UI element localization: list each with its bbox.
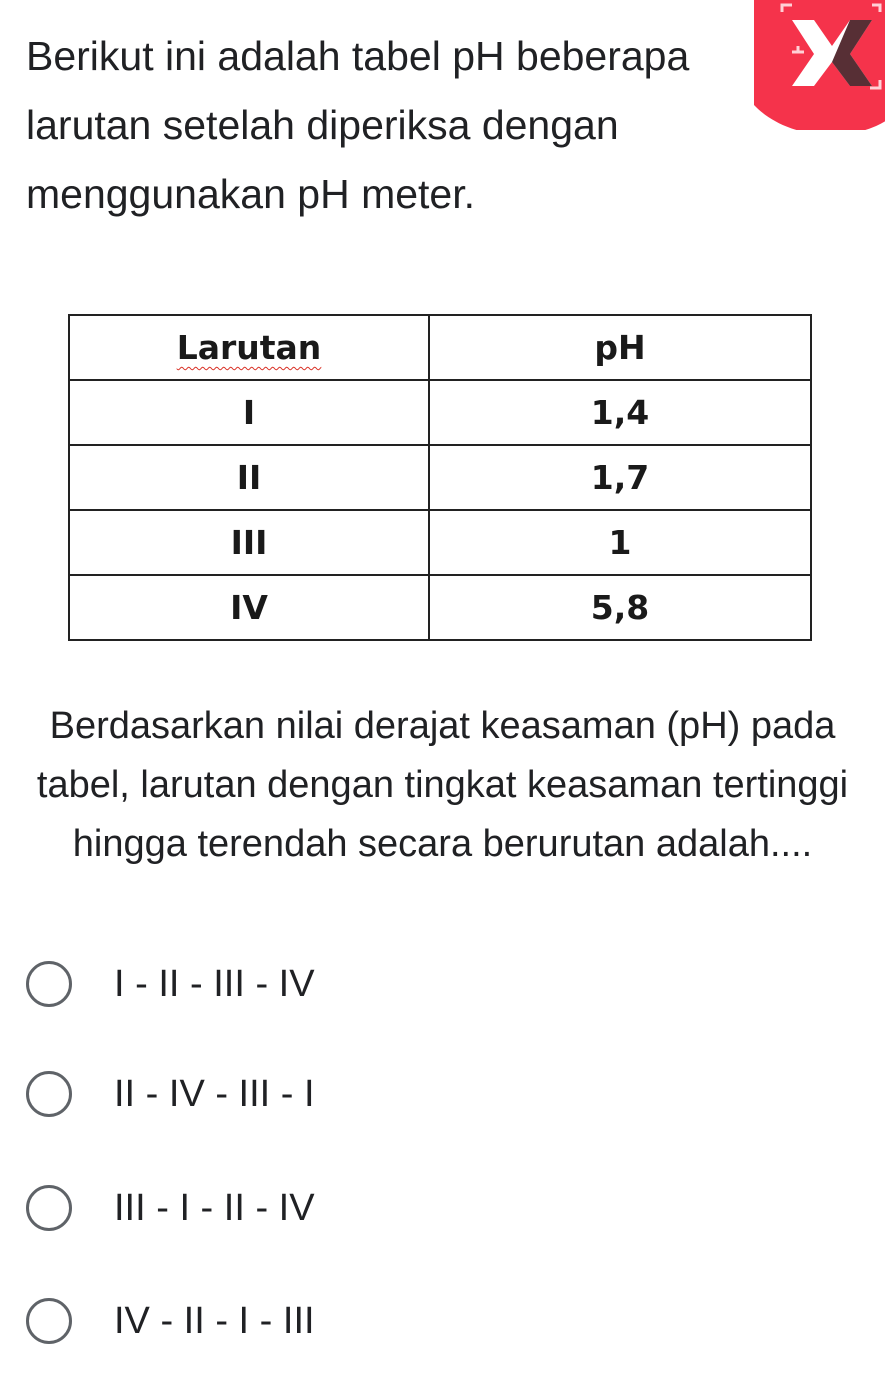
option-label: IV - II - I - III	[114, 1299, 315, 1342]
cell-larutan: IV	[69, 575, 429, 640]
table-row	[69, 380, 811, 445]
table-row	[69, 445, 811, 510]
cell-larutan: I	[69, 380, 429, 445]
answer-option-d[interactable]	[26, 1295, 315, 1347]
intro-text: Berikut ini adalah tabel pH beberapa larutan setelah diperiksa dengan menggunakan pH meter.	[26, 33, 690, 217]
cell-ph: 1	[429, 510, 811, 575]
option-label: II - IV - III - I	[114, 1072, 315, 1115]
answer-option-a[interactable]	[26, 958, 315, 1010]
ph-table	[68, 314, 810, 641]
answer-option-b[interactable]	[26, 1068, 315, 1120]
cell-ph: 5,8	[429, 575, 811, 640]
radio-button[interactable]	[26, 961, 72, 1007]
cell-larutan: III	[69, 510, 429, 575]
question-text: Berdasarkan nilai derajat keasaman (pH) pada tabel, larutan dengan tingkat keasaman tertinggi hingga terendah secara berurutan adalah....	[36, 705, 849, 865]
cell-larutan: II	[69, 445, 429, 510]
radio-button[interactable]	[26, 1298, 72, 1344]
header-larutan: Larutan	[69, 315, 429, 380]
header-ph: pH	[429, 315, 811, 380]
cell-ph: 1,7	[429, 445, 811, 510]
option-label: III - I - II - IV	[114, 1186, 315, 1229]
table-row	[69, 575, 811, 640]
x-brand-logo-icon[interactable]	[752, 0, 885, 130]
option-label: I - II - III - IV	[114, 962, 315, 1005]
table-row	[69, 510, 811, 575]
radio-button[interactable]	[26, 1071, 72, 1117]
radio-button[interactable]	[26, 1185, 72, 1231]
table-header-row	[69, 315, 811, 380]
answer-option-c[interactable]	[26, 1182, 315, 1234]
cell-ph: 1,4	[429, 380, 811, 445]
